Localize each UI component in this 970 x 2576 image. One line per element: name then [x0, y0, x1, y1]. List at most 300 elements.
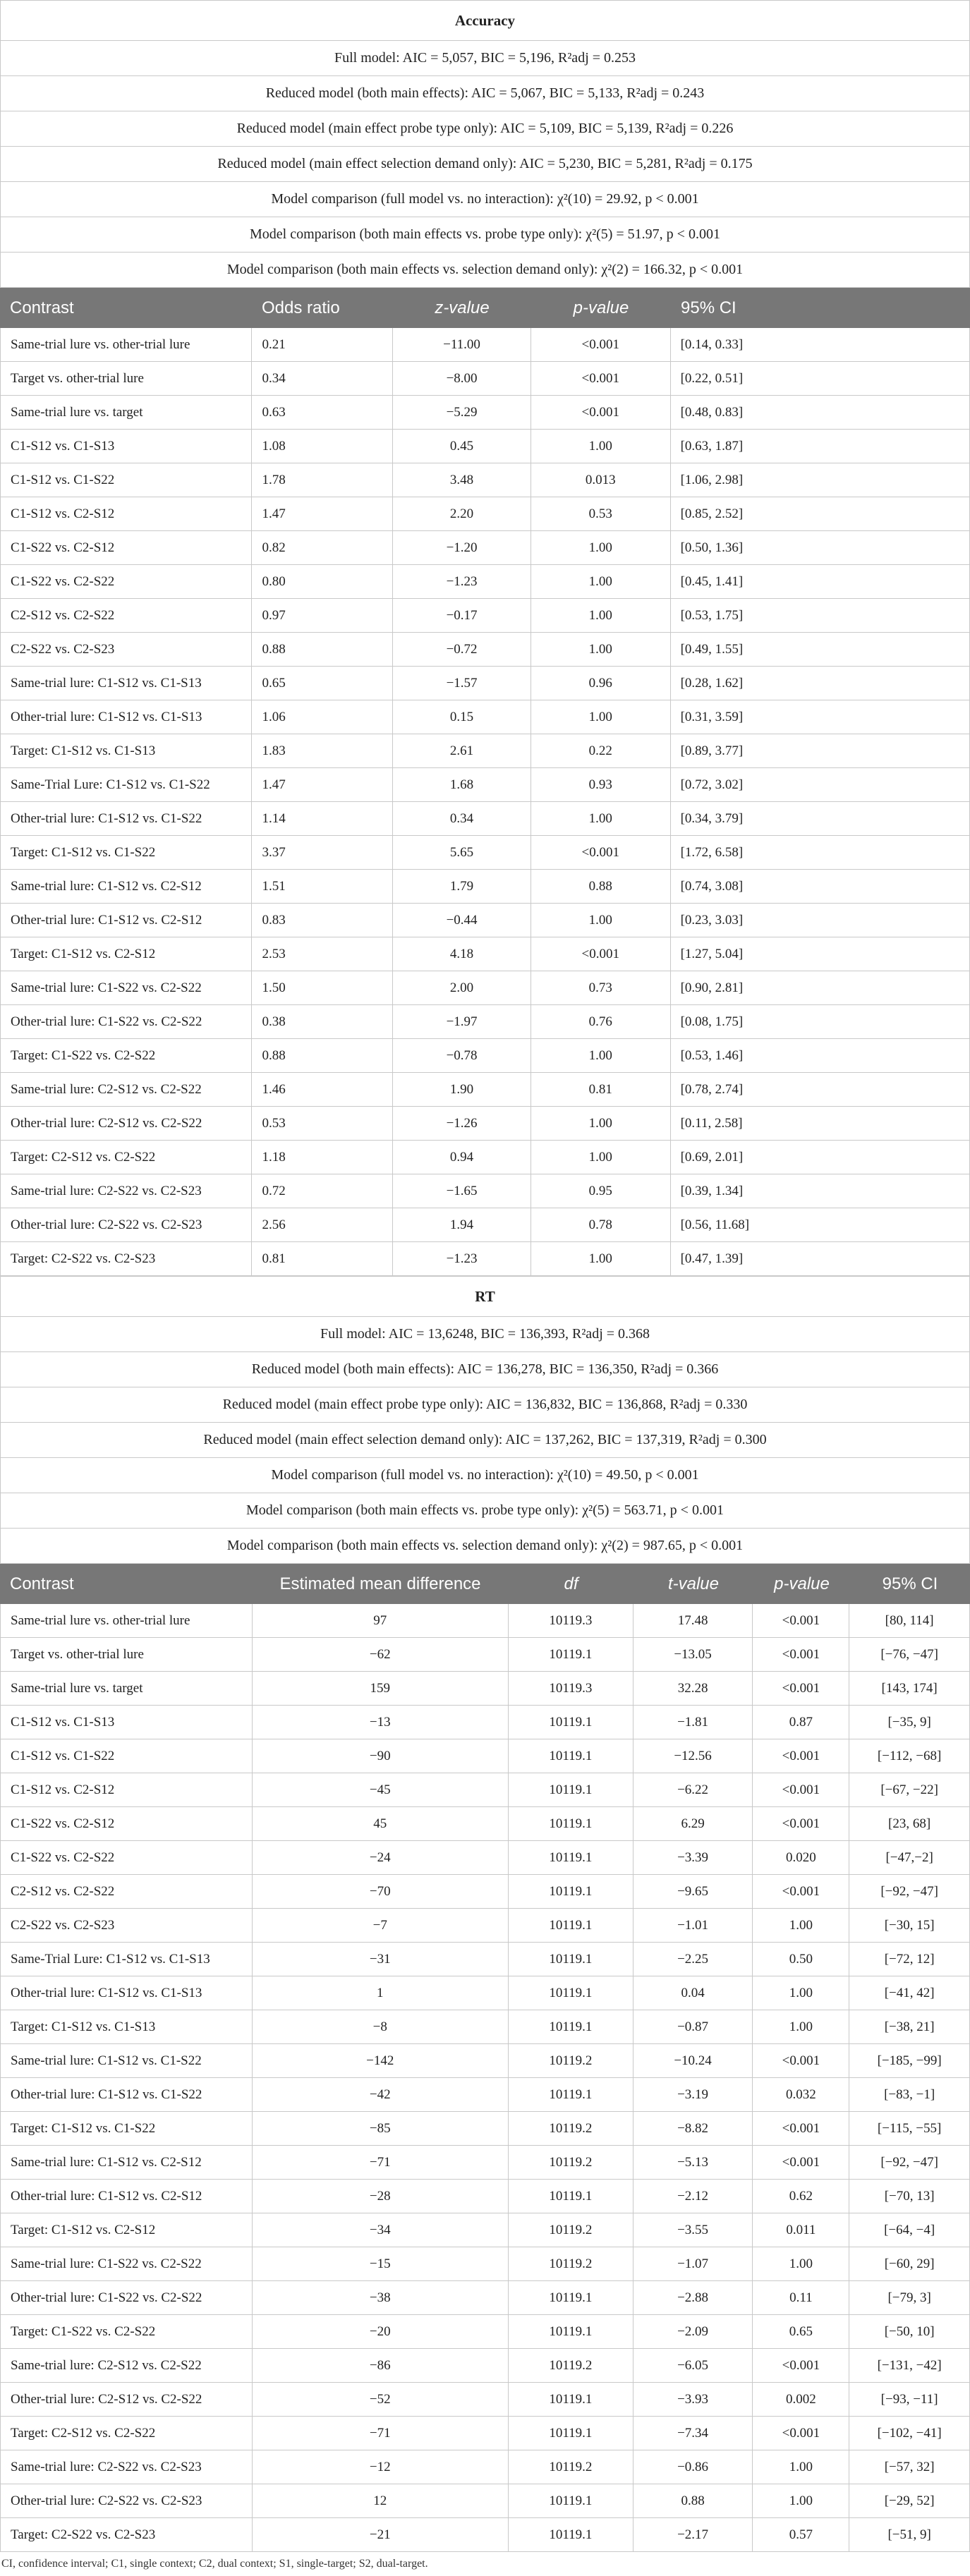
table-cell: 12: [253, 2484, 509, 2517]
table-row: [0, 2484, 970, 2518]
table-cell: [0.63, 1.87]: [680, 439, 744, 454]
table-cell: 0.34: [393, 802, 531, 835]
table-cell: 1.00: [531, 430, 671, 463]
table-cell: −86: [253, 2349, 509, 2382]
table-cell: −2.88: [633, 2281, 753, 2314]
table-cell: 1.00: [531, 565, 671, 598]
table-cell: 0.22: [531, 734, 671, 767]
table-cell: <0.001: [753, 1875, 849, 1908]
table-cell: [0.49, 1.55]: [680, 642, 744, 657]
table-cell: C1-S12 vs. C1-S13: [1, 1706, 253, 1739]
table-cell: −70: [253, 1875, 509, 1908]
table-cell: 1.78: [252, 463, 393, 497]
model-line: Model comparison (both main effects vs. selection demand only): χ²(2) = 166.32, p < 0.001: [0, 253, 970, 288]
table-cell: 0.53: [531, 497, 671, 530]
table-cell: 3.48: [393, 463, 531, 497]
rt-header-mean-difference: Estimated mean difference: [279, 1574, 481, 1593]
table-cell: Target: C2-S22 vs. C2-S23: [1, 1242, 252, 1275]
table-cell: 10119.1: [509, 1943, 633, 1976]
accuracy-model-list: [0, 41, 970, 288]
table-cell: Other-trial lure: C1-S12 vs. C1-S22: [1, 2078, 253, 2111]
table-cell: 1.14: [252, 802, 393, 835]
table-row: [0, 2010, 970, 2044]
table-cell: −71: [253, 2417, 509, 2450]
table-cell: 0.87: [753, 1706, 849, 1739]
table-cell: [−79, 3]: [887, 2290, 931, 2305]
table-cell: [23, 68]: [888, 1816, 931, 1831]
table-cell: <0.001: [753, 2349, 849, 2382]
table-cell: −21: [253, 2518, 509, 2551]
table-cell: Target: C1-S22 vs. C2-S22: [1, 1039, 252, 1072]
table-cell: [1.72, 6.58]: [680, 845, 744, 860]
table-cell: Target: C1-S12 vs. C1-S22: [1, 2112, 253, 2145]
table-cell: 1.94: [393, 1208, 531, 1241]
table-cell: 10119.1: [509, 2180, 633, 2213]
table-cell: [0.53, 1.75]: [680, 608, 744, 623]
table-cell: 10119.1: [509, 2281, 633, 2314]
table-cell: Other-trial lure: C1-S22 vs. C2-S22: [1, 1005, 252, 1038]
table-cell: 0.78: [531, 1208, 671, 1241]
table-cell: [−112, −68]: [877, 1749, 942, 1763]
table-cell: Other-trial lure: C2-S12 vs. C2-S22: [1, 2383, 253, 2416]
table-cell: [0.11, 2.58]: [680, 1116, 743, 1131]
table-cell: Target: C1-S12 vs. C1-S13: [1, 2010, 253, 2043]
table-cell: −24: [253, 1841, 509, 1874]
table-cell: 10119.1: [509, 2417, 633, 2450]
table-cell: −1.23: [393, 1242, 531, 1275]
table-cell: 0.76: [531, 1005, 671, 1038]
table-cell: [−41, 42]: [884, 1986, 935, 2000]
table-cell: −85: [253, 2112, 509, 2145]
table-cell: 0.93: [531, 768, 671, 801]
table-cell: <0.001: [531, 362, 671, 395]
table-cell: <0.001: [531, 328, 671, 361]
table-row: [0, 531, 970, 565]
table-cell: −0.87: [633, 2010, 753, 2043]
table-cell: C1-S22 vs. C2-S12: [1, 531, 252, 564]
table-cell: 1.00: [531, 1242, 671, 1275]
table-cell: [−38, 21]: [884, 2019, 935, 2034]
table-cell: 1.00: [531, 802, 671, 835]
table-cell: [−92, −47]: [880, 2155, 938, 2170]
table-cell: C2-S12 vs. C2-S22: [1, 599, 252, 632]
table-cell: Other-trial lure: C2-S12 vs. C2-S22: [1, 1107, 252, 1140]
table-cell: C2-S22 vs. C2-S23: [1, 1909, 253, 1942]
table-cell: −1.97: [393, 1005, 531, 1038]
table-cell: 6.29: [633, 1807, 753, 1840]
model-line: Model comparison (full model vs. no interaction): χ²(10) = 29.92, p < 0.001: [0, 182, 970, 217]
table-cell: [1.27, 5.04]: [680, 947, 744, 961]
table-row: [0, 904, 970, 937]
table-cell: 0.73: [531, 971, 671, 1004]
table-cell: [0.31, 3.59]: [680, 710, 744, 724]
table-cell: −28: [253, 2180, 509, 2213]
table-cell: Same-trial lure: C1-S22 vs. C2-S22: [1, 971, 252, 1004]
table-cell: [−72, 12]: [884, 1952, 935, 1967]
table-cell: −8: [253, 2010, 509, 2043]
table-cell: Same-trial lure vs. other-trial lure: [1, 328, 252, 361]
table-row: [0, 1638, 970, 1672]
table-cell: −31: [253, 1943, 509, 1976]
table-row: [0, 768, 970, 802]
table-row: [0, 870, 970, 904]
table-cell: −71: [253, 2146, 509, 2179]
table-cell: 1.00: [753, 2450, 849, 2484]
table-cell: [−50, 10]: [884, 2324, 935, 2339]
table-cell: <0.001: [753, 2112, 849, 2145]
table-row: [0, 2315, 970, 2349]
table-cell: Same-trial lure: C1-S12 vs. C2-S12: [1, 870, 252, 903]
table-cell: [0.72, 3.02]: [680, 777, 744, 792]
rt-title: RT: [0, 1276, 970, 1317]
rt-model-list: [0, 1317, 970, 1564]
table-cell: 1.83: [252, 734, 393, 767]
table-cell: 0.020: [753, 1841, 849, 1874]
table-cell: [−60, 29]: [884, 2256, 935, 2271]
table-cell: Same-Trial Lure: C1-S12 vs. C1-S22: [1, 768, 252, 801]
table-cell: 0.81: [531, 1073, 671, 1106]
table-cell: 1.00: [531, 633, 671, 666]
table-cell: 10119.1: [509, 1875, 633, 1908]
table-cell: −6.22: [633, 1773, 753, 1806]
table-cell: 10119.1: [509, 2010, 633, 2043]
table-cell: [−185, −99]: [877, 2053, 942, 2068]
table-cell: 1.00: [531, 1039, 671, 1072]
table-cell: 10119.1: [509, 2315, 633, 2348]
table-cell: −3.19: [633, 2078, 753, 2111]
table-cell: Other-trial lure: C2-S22 vs. C2-S23: [1, 1208, 252, 1241]
table-cell: 10119.1: [509, 1638, 633, 1671]
rt-section: [0, 1276, 970, 2552]
table-cell: <0.001: [753, 1773, 849, 1806]
table-row: [0, 2518, 970, 2552]
table-cell: 0.88: [252, 1039, 393, 1072]
table-cell: 0.88: [531, 870, 671, 903]
model-line: Model comparison (both main effects vs. selection demand only): χ²(2) = 987.65, p < 0.001: [0, 1529, 970, 1564]
table-row: [0, 328, 970, 362]
table-cell: 0.50: [753, 1943, 849, 1976]
table-cell: Same-trial lure: C2-S12 vs. C2-S22: [1, 2349, 253, 2382]
table-cell: 17.48: [633, 1604, 753, 1637]
table-cell: −11.00: [393, 328, 531, 361]
table-cell: 2.53: [252, 937, 393, 971]
table-cell: 10119.1: [509, 2518, 633, 2551]
table-cell: C2-S22 vs. C2-S23: [1, 633, 252, 666]
rt-header-p-value: p-value: [774, 1574, 830, 1593]
table-row: [0, 2450, 970, 2484]
table-cell: −3.55: [633, 2213, 753, 2247]
footnote: CI, confidence interval; C1, single context; C2, dual context; S1, single-target; S2, dual-target.: [1, 2558, 428, 2570]
table-row: [0, 700, 970, 734]
model-line: Full model: AIC = 5,057, BIC = 5,196, R²adj = 0.253: [0, 41, 970, 76]
table-cell: Target: C1-S12 vs. C1-S22: [1, 836, 252, 869]
table-row: [0, 1773, 970, 1807]
table-cell: 0.57: [753, 2518, 849, 2551]
table-row: [0, 1706, 970, 1739]
table-cell: −5.13: [633, 2146, 753, 2179]
table-cell: 10119.3: [509, 1604, 633, 1637]
rt-header-contrast: Contrast: [10, 1574, 74, 1593]
model-line: Model comparison (both main effects vs. probe type only): χ²(5) = 563.71, p < 0.001: [0, 1493, 970, 1529]
table-cell: −9.65: [633, 1875, 753, 1908]
table-row: [0, 1875, 970, 1909]
table-cell: −1.57: [393, 667, 531, 700]
table-cell: <0.001: [753, 1807, 849, 1840]
table-row: [0, 1005, 970, 1039]
table-cell: <0.001: [531, 836, 671, 869]
table-cell: 10119.1: [509, 1909, 633, 1942]
table-cell: [−35, 9]: [887, 1715, 931, 1730]
table-cell: −3.93: [633, 2383, 753, 2416]
table-cell: 1.79: [393, 870, 531, 903]
table-cell: −20: [253, 2315, 509, 2348]
table-cell: [0.22, 0.51]: [680, 371, 744, 386]
table-cell: 10119.2: [509, 2044, 633, 2077]
table-cell: [0.85, 2.52]: [680, 506, 744, 521]
table-cell: 1.00: [531, 599, 671, 632]
table-cell: −42: [253, 2078, 509, 2111]
table-row: [0, 497, 970, 531]
table-row: [0, 1073, 970, 1107]
table-cell: 1.00: [753, 2484, 849, 2517]
model-line: Reduced model (both main effects): AIC = 5,067, BIC = 5,133, R²adj = 0.243: [0, 76, 970, 111]
table-cell: 0.63: [252, 396, 393, 429]
table-cell: −2.17: [633, 2518, 753, 2551]
table-cell: −1.01: [633, 1909, 753, 1942]
table-row: [0, 1242, 970, 1276]
table-cell: Same-trial lure: C1-S12 vs. C1-S13: [1, 667, 252, 700]
table-cell: <0.001: [753, 2044, 849, 2077]
table-cell: [−115, −55]: [877, 2121, 942, 2136]
table-cell: −10.24: [633, 2044, 753, 2077]
table-row: [0, 1208, 970, 1242]
table-cell: −0.72: [393, 633, 531, 666]
table-cell: <0.001: [753, 1739, 849, 1773]
table-cell: [143, 174]: [881, 1681, 938, 1696]
table-cell: 3.37: [252, 836, 393, 869]
table-cell: −38: [253, 2281, 509, 2314]
model-line: Reduced model (main effect probe type only): AIC = 136,832, BIC = 136,868, R²adj = 0.330: [0, 1387, 970, 1423]
table-cell: 10119.2: [509, 2450, 633, 2484]
table-cell: [0.48, 0.83]: [680, 405, 744, 420]
table-row: [0, 396, 970, 430]
model-line: Full model: AIC = 13,6248, BIC = 136,393, R²adj = 0.368: [0, 1317, 970, 1352]
table-cell: [0.90, 2.81]: [680, 980, 744, 995]
table-cell: Same-trial lure: C1-S22 vs. C2-S22: [1, 2247, 253, 2280]
table-cell: 10119.2: [509, 2213, 633, 2247]
table-cell: 5.65: [393, 836, 531, 869]
table-cell: 10119.1: [509, 1739, 633, 1773]
rt-header-row: [0, 1564, 970, 1604]
table-cell: Other-trial lure: C1-S12 vs. C1-S13: [1, 1976, 253, 2010]
table-cell: Same-trial lure: C2-S22 vs. C2-S23: [1, 2450, 253, 2484]
table-cell: [−64, −4]: [884, 2223, 935, 2237]
table-cell: [−51, 9]: [887, 2527, 931, 2542]
table-cell: Other-trial lure: C1-S12 vs. C2-S12: [1, 2180, 253, 2213]
table-row: [0, 937, 970, 971]
table-cell: 1.00: [531, 904, 671, 937]
table-cell: 0.65: [252, 667, 393, 700]
table-cell: <0.001: [753, 2417, 849, 2450]
table-cell: [−70, 13]: [884, 2189, 935, 2204]
table-row: [0, 2281, 970, 2315]
table-cell: 10119.3: [509, 1672, 633, 1705]
table-cell: −142: [253, 2044, 509, 2077]
table-cell: Target: C2-S22 vs. C2-S23: [1, 2518, 253, 2551]
table-cell: 1.00: [531, 700, 671, 734]
table-cell: 97: [253, 1604, 509, 1637]
table-cell: −2.12: [633, 2180, 753, 2213]
table-cell: 0.95: [531, 1174, 671, 1208]
table-cell: 10119.1: [509, 2484, 633, 2517]
table-row: [0, 2417, 970, 2450]
table-row: [0, 1739, 970, 1773]
table-cell: 1.00: [531, 531, 671, 564]
table-cell: −2.09: [633, 2315, 753, 2348]
accuracy-header-p-value: p-value: [573, 298, 629, 317]
table-cell: Same-trial lure vs. target: [1, 396, 252, 429]
table-row: [0, 2383, 970, 2417]
rt-header-ci: 95% CI: [882, 1574, 938, 1593]
table-cell: 1: [253, 1976, 509, 2010]
table-cell: −3.39: [633, 1841, 753, 1874]
table-row: [0, 2213, 970, 2247]
table-cell: 45: [253, 1807, 509, 1840]
table-cell: Other-trial lure: C2-S22 vs. C2-S23: [1, 2484, 253, 2517]
table-cell: 2.00: [393, 971, 531, 1004]
rt-body: [0, 1604, 970, 2552]
table-row: [0, 1672, 970, 1706]
table-cell: Target: C1-S12 vs. C2-S12: [1, 2213, 253, 2247]
table-row: [0, 2247, 970, 2281]
table-cell: 0.97: [252, 599, 393, 632]
table-cell: 10119.2: [509, 2112, 633, 2145]
table-cell: 0.83: [252, 904, 393, 937]
table-row: [0, 565, 970, 599]
table-cell: [0.14, 0.33]: [680, 337, 744, 352]
table-cell: Target vs. other-trial lure: [1, 1638, 253, 1671]
table-cell: 0.81: [252, 1242, 393, 1275]
table-cell: −0.44: [393, 904, 531, 937]
accuracy-header-row: [0, 288, 970, 328]
table-row: [0, 633, 970, 667]
table-row: [0, 1841, 970, 1875]
table-cell: [0.08, 1.75]: [680, 1014, 744, 1029]
table-cell: −1.81: [633, 1706, 753, 1739]
table-cell: [−57, 32]: [884, 2460, 935, 2474]
table-cell: 10119.1: [509, 2383, 633, 2416]
table-cell: 1.47: [252, 768, 393, 801]
table-cell: −12.56: [633, 1739, 753, 1773]
table-cell: [−30, 15]: [884, 1918, 935, 1933]
table-row: [0, 802, 970, 836]
accuracy-header-odds-ratio: Odds ratio: [262, 298, 340, 317]
table-cell: [0.56, 11.68]: [680, 1217, 750, 1232]
table-cell: [−76, −47]: [880, 1647, 938, 1662]
table-cell: 0.15: [393, 700, 531, 734]
table-cell: <0.001: [753, 1604, 849, 1637]
table-cell: 10119.2: [509, 2146, 633, 2179]
table-cell: 0.72: [252, 1174, 393, 1208]
table-cell: 1.47: [252, 497, 393, 530]
table-cell: −8.00: [393, 362, 531, 395]
table-row: [0, 1807, 970, 1841]
table-cell: −15: [253, 2247, 509, 2280]
table-cell: <0.001: [753, 1638, 849, 1671]
table-cell: 0.032: [753, 2078, 849, 2111]
table-cell: [80, 114]: [885, 1613, 934, 1628]
table-cell: −13: [253, 1706, 509, 1739]
table-cell: [−92, −47]: [880, 1884, 938, 1899]
table-cell: 2.61: [393, 734, 531, 767]
table-cell: Target: C1-S12 vs. C2-S12: [1, 937, 252, 971]
table-cell: −90: [253, 1739, 509, 1773]
table-cell: C1-S22 vs. C2-S22: [1, 565, 252, 598]
table-row: [0, 430, 970, 463]
table-cell: 0.38: [252, 1005, 393, 1038]
table-cell: [1.06, 2.98]: [680, 473, 744, 487]
table-cell: 0.21: [252, 328, 393, 361]
table-cell: −1.26: [393, 1107, 531, 1140]
table-cell: Same-trial lure: C2-S22 vs. C2-S23: [1, 1174, 252, 1208]
model-line: Reduced model (main effect selection demand only): AIC = 5,230, BIC = 5,281, R²adj = 0.175: [0, 147, 970, 182]
table-cell: 10119.2: [509, 2247, 633, 2280]
table-cell: 0.82: [252, 531, 393, 564]
table-row: [0, 2078, 970, 2112]
table-cell: −6.05: [633, 2349, 753, 2382]
table-cell: 1.51: [252, 870, 393, 903]
table-cell: C1-S12 vs. C1-S13: [1, 430, 252, 463]
table-cell: 10119.1: [509, 1841, 633, 1874]
table-cell: C1-S22 vs. C2-S12: [1, 1807, 253, 1840]
table-cell: [−102, −41]: [877, 2426, 942, 2441]
table-cell: 0.94: [393, 1141, 531, 1174]
table-cell: <0.001: [531, 937, 671, 971]
table-row: [0, 1976, 970, 2010]
table-cell: Target: C1-S22 vs. C2-S22: [1, 2315, 253, 2348]
table-cell: −1.65: [393, 1174, 531, 1208]
table-cell: 159: [253, 1672, 509, 1705]
table-cell: −1.23: [393, 565, 531, 598]
table-cell: C1-S12 vs. C1-S22: [1, 1739, 253, 1773]
table-row: [0, 1604, 970, 1638]
table-cell: 0.011: [753, 2213, 849, 2247]
table-cell: −1.20: [393, 531, 531, 564]
table-cell: [0.89, 3.77]: [680, 743, 744, 758]
table-cell: [0.78, 2.74]: [680, 1082, 744, 1097]
table-cell: Other-trial lure: C1-S12 vs. C1-S13: [1, 700, 252, 734]
table-cell: [0.34, 3.79]: [680, 811, 744, 826]
table-cell: Same-trial lure: C1-S12 vs. C2-S12: [1, 2146, 253, 2179]
table-row: [0, 1107, 970, 1141]
table-cell: 10119.1: [509, 2078, 633, 2111]
table-cell: 0.62: [753, 2180, 849, 2213]
table-cell: 1.00: [753, 1909, 849, 1942]
table-cell: 10119.1: [509, 1773, 633, 1806]
table-row: [0, 599, 970, 633]
table-cell: 1.68: [393, 768, 531, 801]
table-cell: Target: C1-S12 vs. C1-S13: [1, 734, 252, 767]
table-cell: [0.74, 3.08]: [680, 879, 744, 894]
table-cell: 2.56: [252, 1208, 393, 1241]
table-cell: 0.65: [753, 2315, 849, 2348]
model-line: Model comparison (both main effects vs. probe type only): χ²(5) = 51.97, p < 0.001: [0, 217, 970, 253]
table-cell: [0.23, 3.03]: [680, 913, 744, 928]
table-cell: [0.28, 1.62]: [680, 676, 744, 691]
table-cell: −5.29: [393, 396, 531, 429]
rt-header-df: df: [564, 1574, 578, 1593]
table-cell: [0.45, 1.41]: [680, 574, 744, 589]
